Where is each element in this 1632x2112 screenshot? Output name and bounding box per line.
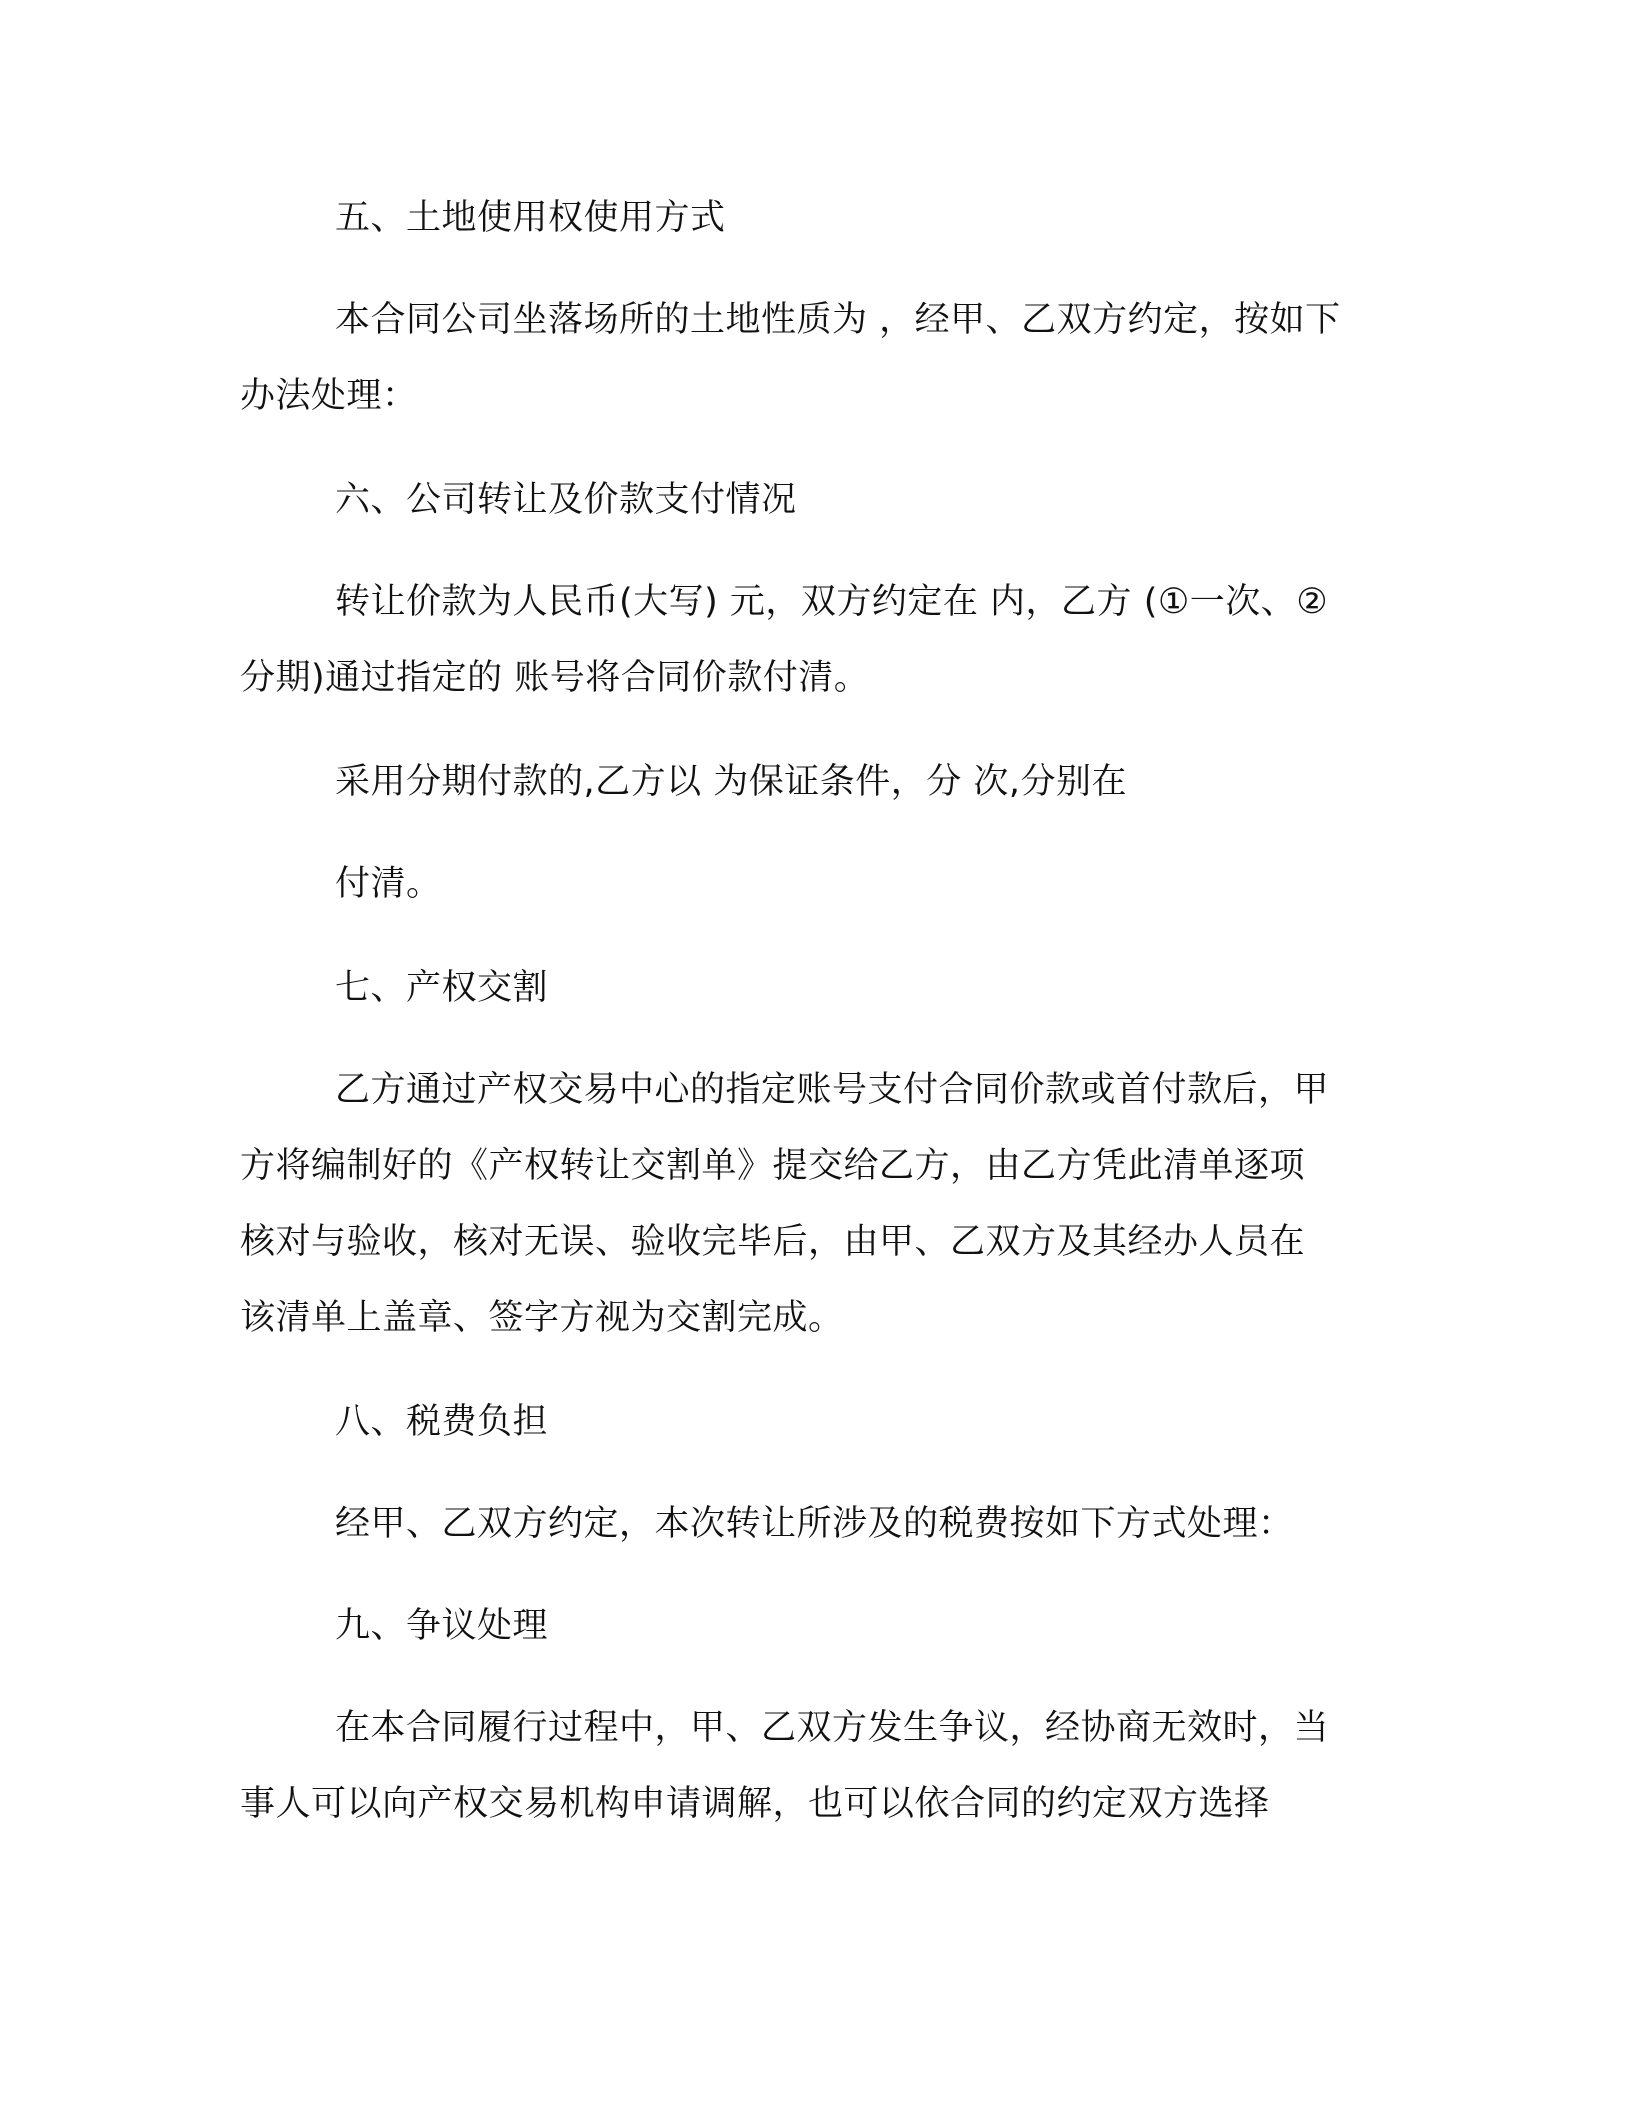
paragraph-line: 付清。 (335, 864, 442, 904)
section-heading-taxes: 八、税费负担 (335, 1402, 549, 1442)
paragraph-line: 乙方通过产权交易中心的指定账号支付合同价款或首付款后，甲 (335, 1070, 1330, 1110)
section-heading-payment: 六、公司转让及价款支付情况 (335, 480, 797, 520)
paragraph-line: 经甲、乙双方约定，本次转让所涉及的税费按如下方式处理： (335, 1504, 1294, 1544)
paragraph-line: 事人可以向产权交易机构申请调解，也可以依合同的约定双方选择 (240, 1784, 1270, 1824)
paragraph-line: 本合同公司坐落场所的土地性质为 ，经甲、乙双方约定，按如下 (335, 300, 1341, 340)
paragraph-line: 核对与验收，核对无误、验收完毕后，由甲、乙双方及其经办人员在 (240, 1222, 1306, 1262)
section-heading-property-handover: 七、产权交割 (335, 968, 549, 1008)
section-heading-land-use: 五、土地使用权使用方式 (335, 198, 726, 238)
paragraph-line: 该清单上盖章、签字方视为交割完成。 (240, 1298, 844, 1338)
section-heading-dispute: 九、争议处理 (335, 1606, 549, 1646)
paragraph-line: 分期)通过指定的 账号将合同价款付清。 (240, 658, 870, 698)
paragraph-line: 采用分期付款的,乙方以 为保证条件，分 次,分别在 (335, 762, 1128, 802)
paragraph-line: 转让价款为人民币(大写) 元，双方约定在 内，乙方 (①一次、② (335, 582, 1329, 622)
paragraph-line: 方将编制好的《产权转让交割单》提交给乙方，由乙方凭此清单逐项 (240, 1146, 1306, 1186)
paragraph-line: 办法处理： (240, 376, 418, 416)
paragraph-line: 在本合同履行过程中，甲、乙双方发生争议，经协商无效时，当 (335, 1708, 1330, 1748)
